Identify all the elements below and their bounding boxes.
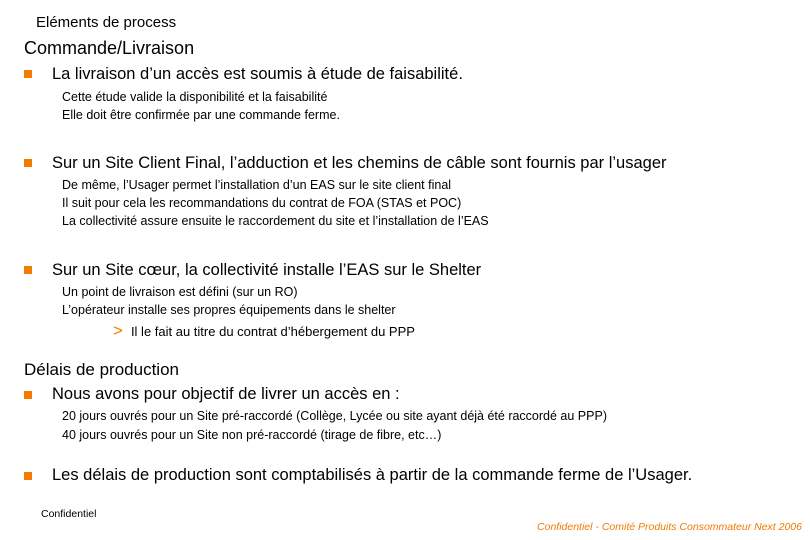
sub-line: 40 jours ouvrés pour un Site non pré-raccordé (tirage de fibre, etc…): [62, 428, 442, 442]
footer-confidential: Confidentiel: [41, 508, 97, 520]
sub-line: L’opérateur installe ses propres équipements dans le shelter: [62, 303, 396, 317]
sub-line: Un point de livraison est défini (sur un RO): [62, 285, 298, 299]
bullet-objectif: Nous avons pour objectif de livrer un accès en :: [52, 385, 400, 403]
bullet-faisabilite: La livraison d’un accès est soumis à étude de faisabilité.: [52, 65, 463, 83]
bullet-square-icon: [24, 472, 32, 480]
sub-line: Cette étude valide la disponibilité et la faisabilité: [62, 90, 328, 104]
arrow-right-icon: >: [113, 321, 123, 340]
sub-line: Il suit pour cela les recommandations du contrat de FOA (STAS et POC): [62, 196, 462, 210]
section-title-delais: Délais de production: [24, 360, 179, 379]
arrow-sub-line: [113, 321, 415, 341]
bullet-square-icon: [24, 391, 32, 399]
bullet-square-icon: [24, 266, 32, 274]
section-title-commande-livraison: Commande/Livraison: [24, 38, 195, 58]
bullet-comptabilisation: Les délais de production sont comptabilisés à partir de la commande ferme de l’Usager.: [52, 466, 693, 484]
sub-line: De même, l’Usager permet l’installation d’un EAS sur le site client final: [62, 178, 452, 192]
bullet-site-client-final: Sur un Site Client Final, l’adduction et les chemins de câble sont fournis par l’usager: [52, 154, 667, 172]
bullet-site-coeur: Sur un Site cœur, la collectivité installe l’EAS sur le Shelter: [52, 261, 482, 279]
bullet-square-icon: [24, 70, 32, 78]
arrow-sub-text: Il le fait au titre du contrat d’hébergement du PPP: [130, 324, 415, 339]
sub-line: La collectivité assure ensuite le raccordement du site et l’installation de l’EAS: [62, 214, 489, 228]
slide-header: Eléments de process: [36, 14, 177, 31]
footer-caption: Confidentiel - Comité Produits Consommateur Next 2006: [537, 521, 802, 533]
sub-line: 20 jours ouvrés pour un Site pré-raccordé (Collège, Lycée ou site ayant déjà été raccordé au PPP): [62, 409, 607, 423]
bullet-square-icon: [24, 159, 32, 167]
sub-line: Elle doit être confirmée par une commande ferme.: [62, 108, 340, 122]
